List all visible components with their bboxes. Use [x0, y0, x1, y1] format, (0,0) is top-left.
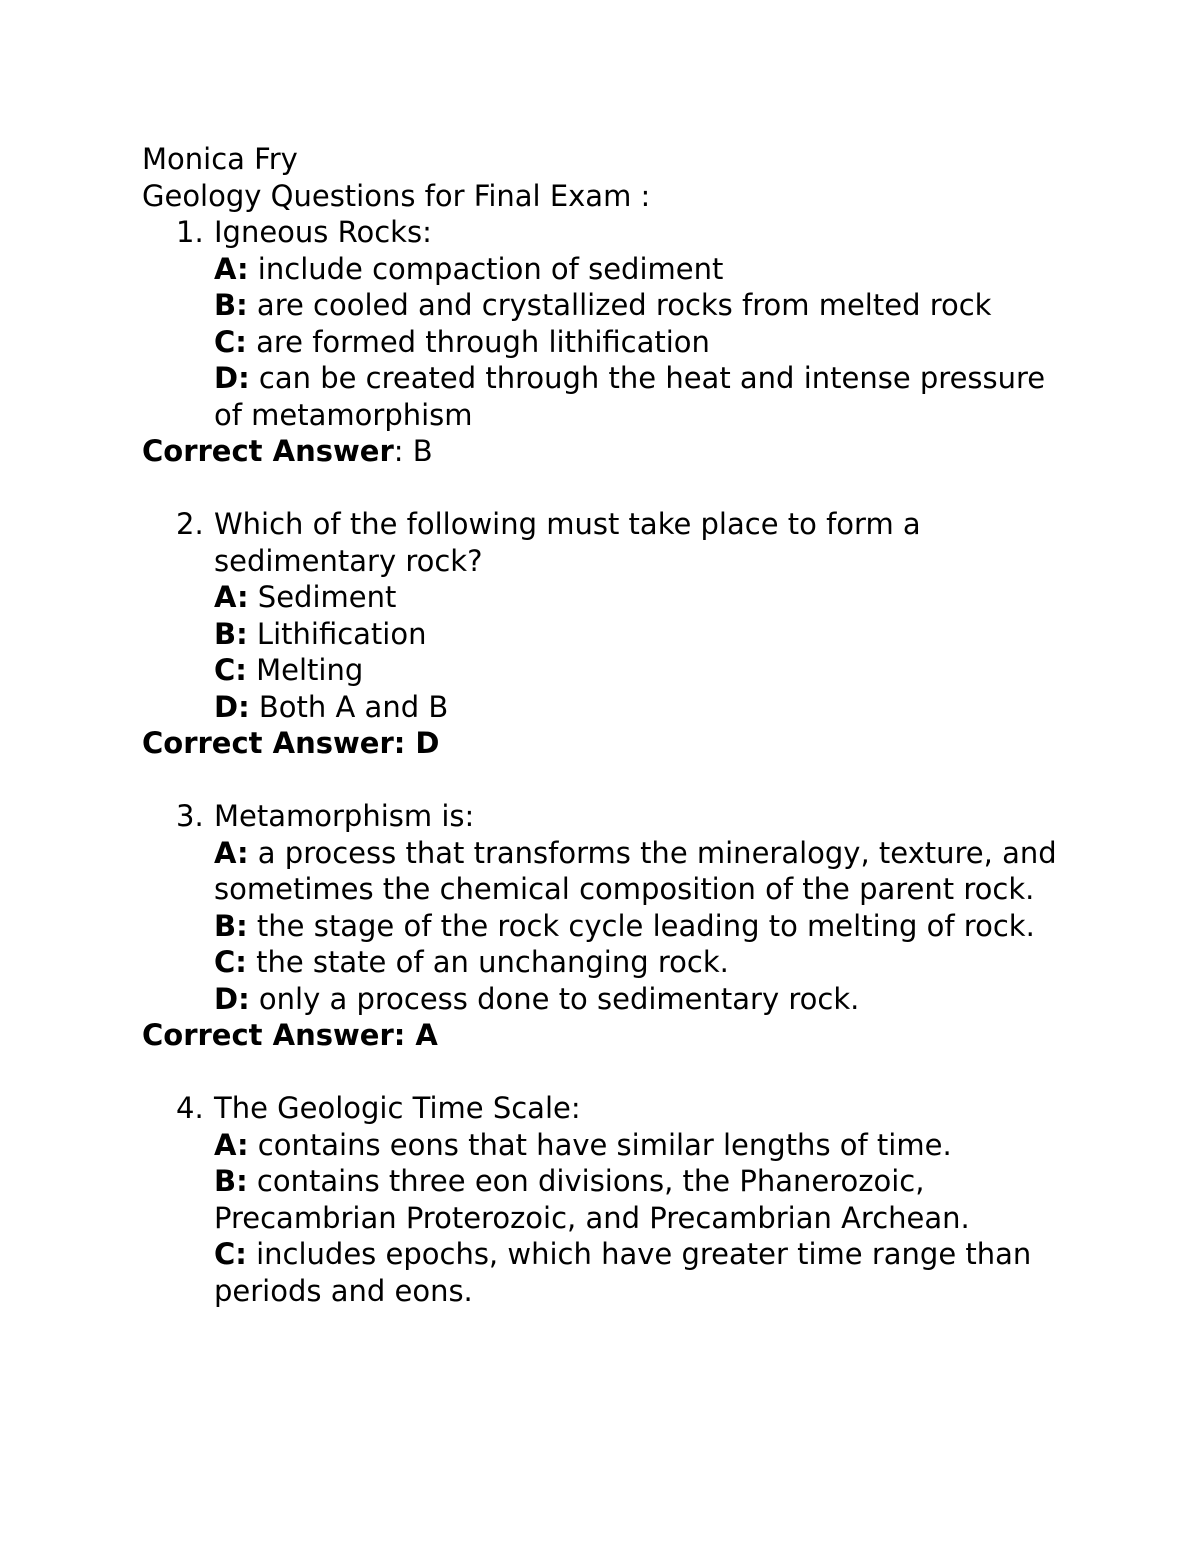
option-a: [142, 1127, 1142, 1164]
question-prompt: Which of the following must take place to form a sedimentary rock?: [214, 507, 921, 578]
option-text: Lithification: [247, 616, 427, 651]
option-letter: C:: [214, 1237, 247, 1271]
question-number: 4.: [176, 1091, 204, 1125]
question-3: [142, 798, 1142, 835]
question-number: 1.: [176, 215, 204, 249]
option-text: Both A and B: [249, 689, 449, 724]
question-prompt: The Geologic Time Scale:: [214, 1091, 581, 1125]
option-a: [142, 579, 1142, 616]
option-text: can be created through the heat and intense pressure of metamorphism: [214, 361, 1046, 432]
option-letter: D:: [214, 361, 250, 395]
document-title: Geology Questions for Final Exam :: [142, 178, 651, 213]
question-1: [142, 214, 1142, 251]
correct-answer: [142, 725, 1142, 762]
option-letter: B:: [214, 288, 248, 322]
option-d: [142, 689, 1142, 726]
option-text: the stage of the rock cycle leading to melting of rock.: [247, 908, 1035, 943]
option-text: are cooled and crystallized rocks from melted rock: [247, 288, 992, 322]
option-c: [142, 1236, 1074, 1309]
answer-label: Correct Answer: D: [142, 726, 440, 760]
option-letter: D:: [214, 981, 250, 1016]
option-letter: C:: [214, 324, 247, 359]
question-4: [142, 1090, 1142, 1127]
option-c: [142, 652, 1142, 689]
option-c: [142, 944, 1142, 981]
option-letter: C:: [214, 653, 247, 687]
option-text: contains eons that have similar lengths of time.: [248, 1127, 952, 1162]
correct-answer: [142, 433, 1142, 470]
answer-label: Correct Answer: [142, 434, 394, 468]
option-text: Sediment: [248, 580, 397, 614]
document-body: [142, 141, 1142, 1309]
option-b: [142, 616, 1142, 653]
option-b: [142, 287, 1142, 324]
option-a: [142, 251, 1142, 288]
question-2: [142, 506, 1074, 579]
option-b: [142, 908, 1074, 945]
option-b: [142, 1163, 1074, 1236]
author-name: Monica Fry: [142, 142, 298, 176]
question-number: 3.: [176, 799, 204, 833]
answer-label: Correct Answer: A: [142, 1018, 438, 1052]
option-text: includes epochs, which have greater time range than periods and eons.: [214, 1237, 1032, 1308]
option-text: are formed through lithification: [246, 324, 710, 359]
option-text: a process that transforms the mineralogy, texture, and sometimes the chemical composition of the parent rock.: [214, 835, 1057, 906]
option-letter: A:: [214, 580, 249, 614]
option-d: [142, 360, 1074, 433]
option-text: contains three eon divisions, the Phanerozoic, Precambrian Proterozoic, and Precambrian Archean.: [214, 1164, 970, 1235]
option-d: [142, 981, 1142, 1018]
answer-value: : B: [393, 434, 433, 468]
option-letter: B:: [214, 616, 248, 651]
option-letter: A:: [214, 835, 249, 870]
option-text: only a process done to sedimentary rock.: [249, 981, 860, 1016]
option-letter: D:: [214, 689, 250, 724]
question-prompt: Metamorphism is:: [214, 799, 475, 833]
option-text: include compaction of sediment: [248, 251, 724, 286]
option-a: [142, 835, 1074, 908]
option-text: Melting: [246, 653, 364, 687]
question-prompt: Igneous Rocks:: [214, 215, 432, 249]
option-letter: B:: [214, 1164, 248, 1198]
option-c: [142, 324, 1142, 361]
question-number: 2.: [176, 507, 204, 541]
option-letter: A:: [214, 251, 249, 286]
option-letter: C:: [214, 945, 247, 979]
correct-answer: [142, 1017, 1142, 1054]
option-text: the state of an unchanging rock.: [246, 945, 729, 979]
option-letter: B:: [214, 908, 248, 943]
option-letter: A:: [214, 1127, 249, 1162]
